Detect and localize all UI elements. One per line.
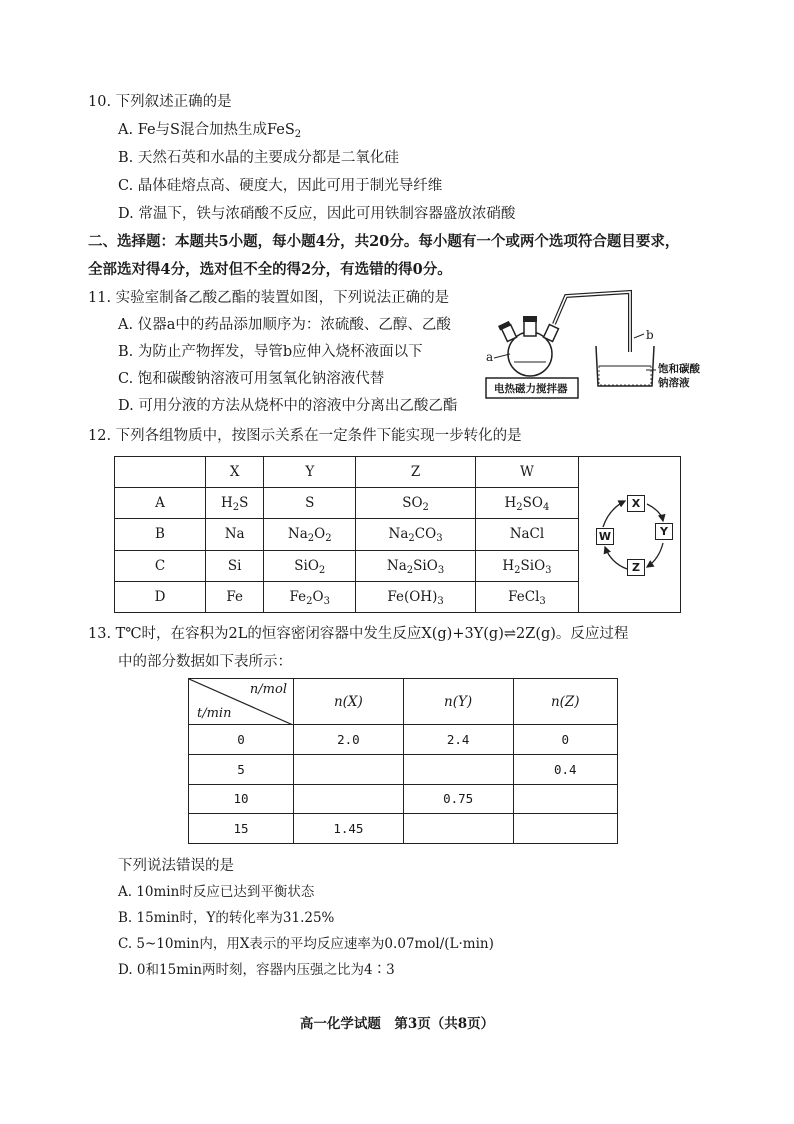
q12-cell: $Na_2O_2$ — [264, 519, 356, 550]
q12-stem: 12. 下列各组物质中，按图示关系在一定条件下能实现一步转化的是 — [88, 428, 522, 444]
q12-row-label: C — [115, 550, 206, 581]
q13-cell: 0.75 — [403, 784, 513, 814]
q12-header-w: W — [475, 457, 578, 488]
q12-cell: Na — [206, 519, 264, 550]
cycle-node-y: Y — [655, 523, 673, 540]
corner-bottom-label: t/min — [197, 706, 232, 721]
label-b-leader — [634, 334, 644, 338]
q10-option-a — [118, 120, 301, 140]
q12-header-y: Y — [264, 457, 356, 488]
center-stopper — [523, 316, 537, 322]
q13-cell-time: 15 — [189, 814, 294, 844]
q12-cell: $H_2SiO_3$ — [475, 550, 578, 581]
arrow-z-to-w — [605, 547, 627, 569]
cycle-node-x: X — [627, 495, 645, 512]
flask-right-neck — [544, 325, 559, 342]
q13-cell — [403, 754, 513, 784]
q13-cell: 0 — [513, 725, 618, 755]
q12-cell: S — [264, 488, 356, 519]
q12-row-label: A — [115, 488, 206, 519]
q13-row — [189, 725, 618, 755]
q13-cell: 2.4 — [403, 725, 513, 755]
q12-cell: $SO_2$ — [356, 488, 476, 519]
q11-option-c: C. 饱和碳酸钠溶液可用氢氧化钠溶液代替 — [118, 371, 385, 387]
q13-option-d: D. 0和15min两时刻，容器内压强之比为4∶3 — [118, 962, 395, 978]
q13-header-row — [189, 679, 618, 725]
q13-row — [189, 814, 618, 844]
q12-row-d — [115, 581, 579, 612]
q12-cell: $H_2SO_4$ — [475, 488, 578, 519]
q10-option-a-subscript: 2 — [294, 129, 302, 140]
q13-cell — [513, 814, 618, 844]
q12-cell: Si — [206, 550, 264, 581]
q12-row-label: D — [115, 581, 206, 612]
q13-row — [189, 784, 618, 814]
solution-label-line1: 饱和碳酸 — [658, 363, 700, 375]
q13-option-a: A. 10min时反应已达到平衡状态 — [118, 884, 315, 900]
q13-cell — [294, 784, 404, 814]
q10-option-d: D. 常温下，铁与浓硝酸不反应，因此可用铁制容器盛放浓硝酸 — [118, 206, 516, 222]
q12-row-label: B — [115, 519, 206, 550]
q12-cell: $H_2S$ — [206, 488, 264, 519]
q10-option-a-text: A. Fe与S混合加热生成FeS — [118, 122, 295, 138]
q12-row-c — [115, 550, 579, 581]
q13-cell-time: 0 — [189, 725, 294, 755]
q12-cell: Fe — [206, 581, 264, 612]
section2-line2: 全部选对得4分，选对但不全的得2分，有选错的得0分。 — [88, 261, 452, 278]
apparatus-label-a: a — [486, 350, 494, 364]
q12-cell: FeCl$_3$ — [475, 581, 578, 612]
q12-row-b — [115, 519, 579, 550]
q13-corner-cell — [189, 679, 294, 725]
q13-cell: 0.4 — [513, 754, 618, 784]
q13-table — [188, 678, 618, 844]
q12-table — [114, 456, 579, 613]
q11-option-b: B. 为防止产物挥发，导管b应伸入烧杯液面以下 — [118, 344, 423, 360]
q13-stem-line1: 13. T℃时，在容积为2L的恒容密闭容器中发生反应X(g)+3Y(g)⇌2Z(g)。反应过程 — [88, 626, 629, 642]
conversion-cycle-panel — [579, 456, 681, 613]
q13-cell — [294, 754, 404, 784]
q13-header-ny: n(Y) — [403, 679, 513, 725]
q12-cell: $Na_2CO_3$ — [356, 519, 476, 550]
q12-header-x: X — [206, 457, 264, 488]
cycle-node-z: Z — [627, 559, 645, 576]
q13-cell-time: 10 — [189, 784, 294, 814]
section2-line1: 二、选择题：本题共5小题，每小题4分，共20分。每小题有一个或两个选项符合题目要求， — [88, 233, 680, 250]
q13-cell: 2.0 — [294, 725, 404, 755]
arrow-x-to-y — [647, 504, 663, 521]
q13-row — [189, 754, 618, 784]
arrow-y-to-z — [647, 543, 663, 567]
q10-option-c: C. 晶体硅熔点高、硬度大，因此可用于制光导纤维 — [118, 178, 443, 194]
flask-center-neck — [524, 320, 536, 336]
q12-cell: $Fe(OH)_3$ — [356, 581, 476, 612]
q12-cell: $Fe_2O_3$ — [264, 581, 356, 612]
corner-top-label: n/mol — [249, 682, 287, 697]
q12-row-a — [115, 488, 579, 519]
cycle-node-w: W — [596, 528, 614, 545]
q10-stem: 10. 下列叙述正确的是 — [88, 94, 232, 110]
q13-option-b: B. 15min时，Y的转化率为31.25% — [118, 910, 335, 926]
q13-header-nz: n(Z) — [513, 679, 618, 725]
q13-cell — [403, 814, 513, 844]
q13-cell — [513, 784, 618, 814]
q12-cell: SiO$_2$ — [264, 550, 356, 581]
q12-cell: NaCl — [475, 519, 578, 550]
q10-option-b: B. 天然石英和水晶的主要成分都是二氧化硅 — [118, 150, 399, 166]
q13-stem-line2: 中的部分数据如下表所示： — [118, 654, 292, 670]
q12-corner-cell — [115, 457, 206, 488]
q13-ask: 下列说法错误的是 — [118, 858, 234, 874]
page-footer: 高一化学试题 第3页（共8页） — [299, 1016, 495, 1032]
q11-option-a: A. 仪器a中的药品添加顺序为：浓硫酸、乙醇、乙酸 — [118, 317, 451, 333]
beaker-solution — [599, 366, 651, 385]
q13-cell: 1.45 — [294, 814, 404, 844]
q13-option-c: C. 5~10min内，用X表示的平均反应速率为0.07mol/(L·min) — [118, 936, 494, 952]
arrow-w-to-x — [603, 501, 625, 527]
apparatus-label-b: b — [646, 328, 654, 342]
q12-header-z: Z — [356, 457, 476, 488]
q11-option-d: D. 可用分液的方法从烧杯中的溶液中分离出乙酸乙酯 — [118, 398, 458, 414]
q11-stem: 11. 实验室制备乙酸乙酯的装置如图，下列说法正确的是 — [88, 290, 450, 306]
q12-header-row — [115, 457, 579, 488]
q13-header-nx: n(X) — [294, 679, 404, 725]
stirrer-label: 电热磁力搅拌器 — [494, 383, 568, 395]
solution-label-line2: 钠溶液 — [658, 377, 690, 389]
q12-cell: $Na_2SiO_3$ — [356, 550, 476, 581]
delivery-tube-outer — [554, 292, 630, 352]
q13-cell-time: 5 — [189, 754, 294, 784]
